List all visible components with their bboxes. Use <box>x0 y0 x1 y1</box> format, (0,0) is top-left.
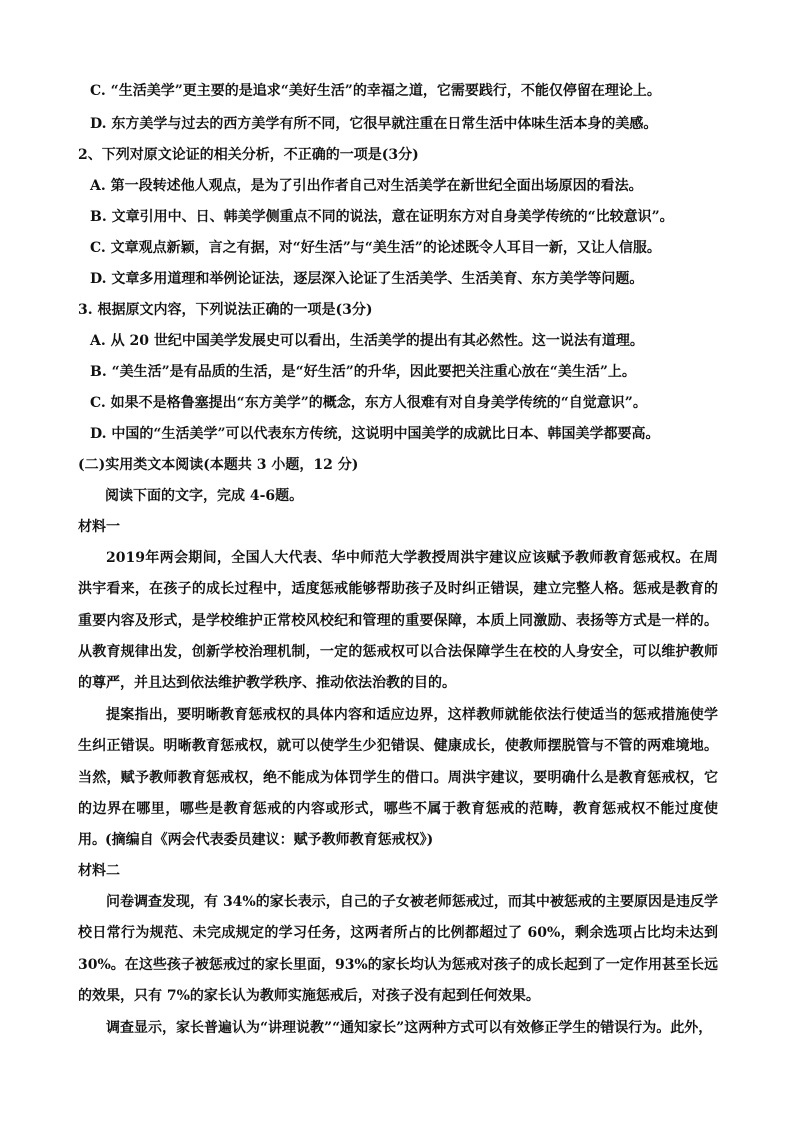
q3-option-b: B. “美生活”是有品质的生活，是“好生活”的升华，因此要把关注重心放在“美生活”上。 <box>90 364 636 380</box>
q2-option-a: A. 第一段转述他人观点，是为了引出作者自己对生活美学在新世纪全面出场原因的看法。 <box>90 178 643 194</box>
section-heading: (二)实用类文本阅读(本题共 3 小题，12 分) <box>78 457 359 473</box>
material-2-paragraph-2: 调查显示，家长普遍认为“讲理说教”“通知家长”这两种方式可以有效修正学生的错误行为。此外， <box>106 1020 713 1036</box>
material-1-paragraph-1: 2019年两会期间，全国人大代表、华中师范大学教授周洪宇建议应该赋予教师教育惩戒权。在周洪宇看来，在孩子的成长过程中，适度惩戒能够帮助孩子及时纠正错误，建立完整人格。惩戒是教育的重要内容及形式，是学校维护正常校风校纪和管理的重要保障，本质上同激励、表扬等方式是一样的。从教育规律出发，创新学校治理机制，一定的惩戒权可以合法保障学生在校的人身安全，可以维护教师的尊严，并且达到依法维护教学秩序、推动依法治教的目的。 <box>78 550 718 692</box>
q1-option-c: C. “生活美学”更主要的是追求“美好生活”的幸福之道，它需要践行，不能仅停留在理论上。 <box>90 83 661 99</box>
material-2-paragraph-1: 问卷调查发现，有 34%的家长表示，自己的子女被老师惩戒过，而其中被惩戒的主要原因是违反学校日常行为规范、未完成规定的学习任务，这两者所占的比例都超过了 60%，剩余选项占比均未达到 30%。在这些孩子被惩戒过的家长里面，93%的家长均认为惩戒对孩子的成长起到了一定作用甚至长远的效果，只有 7%的家长认为教师实施惩戒后，对孩子没有起到任何效果。 <box>78 894 718 1004</box>
q3-option-d: D. 中国的“生活美学”可以代表东方传统，这说明中国美学的成就比日本、韩国美学都要高。 <box>90 426 660 442</box>
q3-option-a: A. 从 20 世纪中国美学发展史可以看出，生活美学的提出有其必然性。这一说法有道理。 <box>90 333 644 349</box>
q2-option-b: B. 文章引用中、日、韩美学侧重点不同的说法，意在证明东方对自身美学传统的“比较意识”。 <box>90 209 674 225</box>
material-1-source: (摘编自《两会代表委员建议：赋予教师教育惩戒权》) <box>105 832 434 848</box>
material-2-label: 材料二 <box>78 863 120 879</box>
q3-stem: 3. 根据原文内容，下列说法正确的一项是(3分) <box>78 302 373 318</box>
q1-option-d: D. 东方美学与过去的西方美学有所不同，它很早就注重在日常生活中体味生活本身的美感。 <box>90 116 658 132</box>
material-1-paragraph-2: 提案指出，要明晰教育惩戒权的具体内容和适应边界，这样教师就能依法行使适当的惩戒措施使学生纠正错误。明晰教育惩戒权，就可以使学生少犯错误、健康成长，使教师摆脱管与不管的两难境地。当然，赋予教师教育惩戒权，绝不能成为体罚学生的借口。周洪宇建议，要明确什么是教育惩戒权，它的边界在哪里，哪些是教育惩戒的内容或形式，哪些不属于教育惩戒的范畴，教育惩戒权不能过度使用。 <box>78 707 718 849</box>
q2-option-c: C. 文章观点新颖，言之有据，对“好生活”与“美生活”的论述既令人耳目一新，又让人信服。 <box>90 240 661 256</box>
section-instruction: 阅读下面的文字，完成 4-6题。 <box>105 488 304 504</box>
q2-stem: 2、下列对原文论证的相关分析，不正确的一项是(3分) <box>78 147 419 163</box>
q2-option-d: D. 文章多用道理和举例论证法，逐层深入论证了生活美学、生活美育、东方美学等问题。 <box>90 271 644 287</box>
q3-option-c: C. 如果不是格鲁塞提出“东方美学”的概念，东方人很难有对自身美学传统的“自觉意识”。 <box>90 395 647 411</box>
material-1-label: 材料一 <box>78 519 120 535</box>
